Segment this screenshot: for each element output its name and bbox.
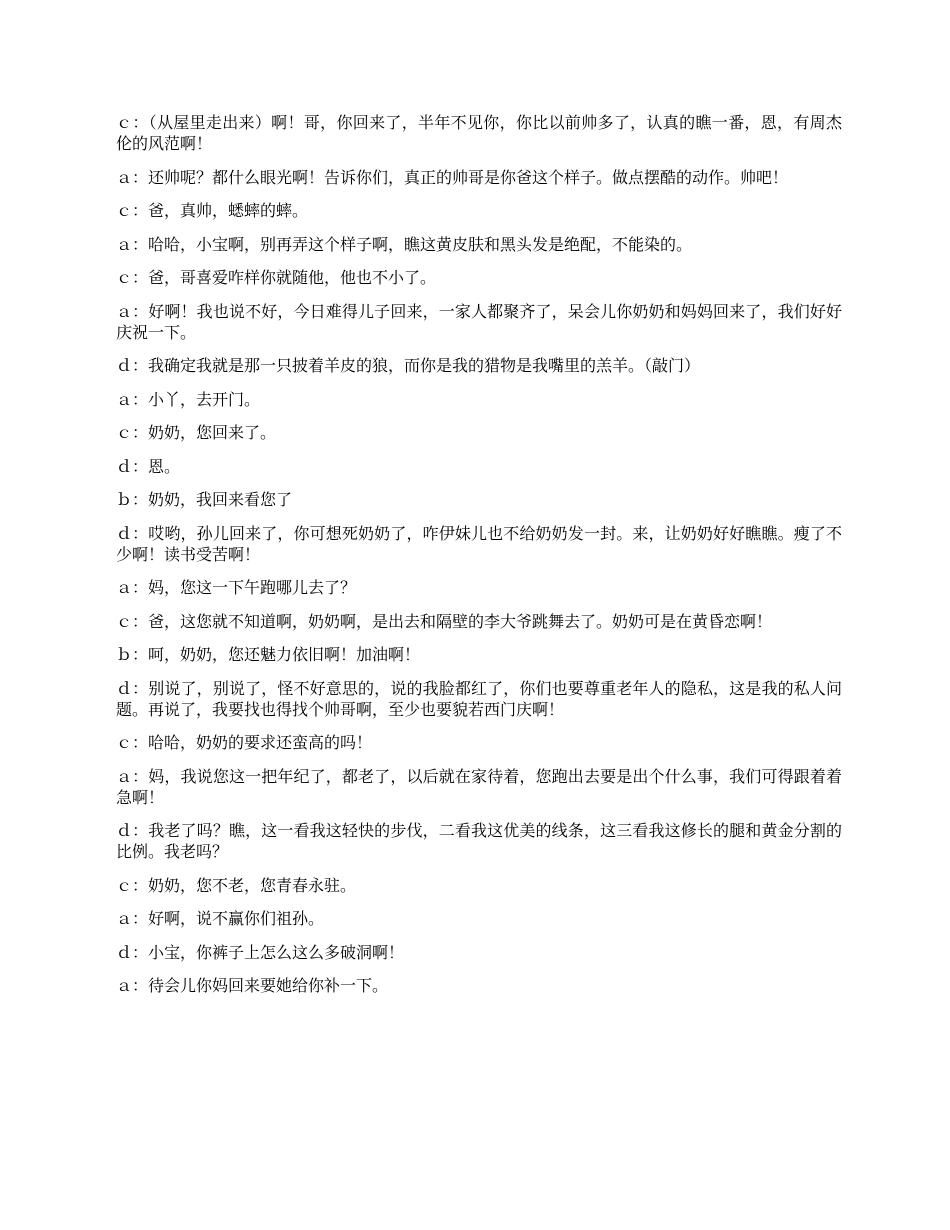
dialogue-line: ｃ：奶奶，您不老，您青春永驻。 xyxy=(116,875,357,895)
dialogue-line: ａ：待会儿你妈回来要她给你补一下。 xyxy=(116,976,389,995)
dialogue-line: ｄ：我老了吗？瞧，这一看我这轻快的步伐，二看我这优美的线条，这三看我这修长的腿和黄金分割的比例。我老吗？ xyxy=(116,821,842,861)
dialogue-line: ｄ：恩。 xyxy=(116,456,181,476)
dialogue-line: ａ：小丫，去开门。 xyxy=(116,389,261,409)
dialogue-line: ｃ：爸，哥喜爱咋样你就随他，他也不小了。 xyxy=(116,268,437,287)
dialogue-line: ａ：还帅呢？都什么眼光啊！告诉你们，真正的帅哥是你爸这个样子。做点摆酷的动作。帅吧！ xyxy=(116,167,789,187)
dialogue-line: ｃ：爸，这您就不知道啊，奶奶啊，是出去和隔壁的李大爷跳舞去了。奶奶可是在黄昏恋啊！ xyxy=(116,611,773,631)
dialogue-line: ａ：好啊！我也说不好，今日难得儿子回来，一家人都聚齐了，呆会儿你奶奶和妈妈回来了，我们好好庆祝一下。 xyxy=(116,301,842,342)
dialogue-line: ｂ：奶奶，我回来看您了 xyxy=(116,490,293,509)
dialogue-line: ａ：哈哈，小宝啊，别再弄这个样子啊，瞧这黄皮肤和黑头发是绝配，不能染的。 xyxy=(116,234,693,254)
dialogue-line: ｄ：小宝，你裤子上怎么这么多破洞啊！ xyxy=(116,942,405,962)
dialogue-line: ａ：好啊，说不赢你们祖孙。 xyxy=(116,909,325,928)
dialogue-line: ｃ：哈哈，奶奶的要求还蛮高的吗！ xyxy=(116,733,373,752)
dialogue-line: ｃ：奶奶，您回来了。 xyxy=(116,423,277,442)
dialogue-line: ａ：妈，您这一下午跑哪儿去了？ xyxy=(116,578,357,597)
dialogue-line: ｃ：爸，真帅，蟋蟀的蟀。 xyxy=(116,201,309,220)
dialogue-line: ｄ：我确定我就是那一只披着羊皮的狼，而你是我的猎物是我嘴里的羔羊。（敲门） xyxy=(116,356,701,375)
dialogue-line: ｃ：（从屋里走出来）啊！哥，你回来了，半年不见你，你比以前帅多了，认真的瞧一番，恩，有周杰伦的风范啊！ xyxy=(116,113,842,153)
dialogue-text xyxy=(116,112,842,1009)
dialogue-line: ｄ：哎哟，孙儿回来了，你可想死奶奶了，咋伊妹儿也不给奶奶发一封。来，让奶奶好好瞧瞧。瘦了不少啊！读书受苦啊！ xyxy=(116,523,842,564)
dialogue-line: ａ：妈，我说您这一把年纪了，都老了，以后就在家待着，您跑出去要是出个什么事，我们可得跟着着急啊！ xyxy=(116,766,842,807)
dialogue-line: ｄ：别说了，别说了，怪不好意思的，说的我脸都红了，你们也要尊重老年人的隐私，这是我的私人问题。再说了，我要找也得找个帅哥啊，至少也要貌若西门庆啊！ xyxy=(116,678,842,719)
dialogue-line: ｂ：呵，奶奶，您还魅力依旧啊！加油啊！ xyxy=(116,645,421,664)
